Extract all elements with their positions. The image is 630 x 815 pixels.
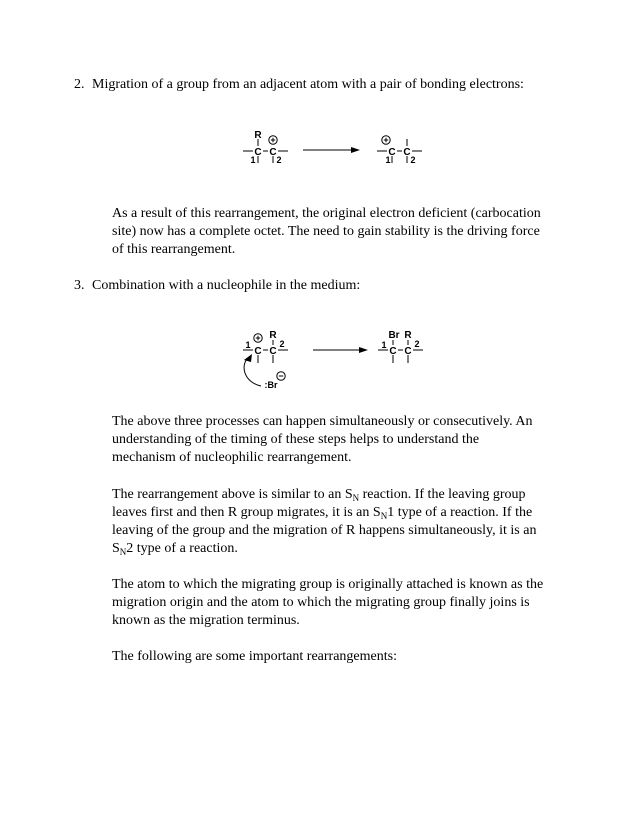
text-line: of this rearrangement.	[112, 242, 236, 257]
substituent-r: R	[269, 330, 277, 341]
nucleophile-label: :Br	[264, 380, 278, 390]
position-number: 1	[245, 340, 251, 350]
carbon-label: C	[403, 147, 411, 158]
paragraph-octet	[112, 205, 560, 259]
text-line: The rearrangement above is similar to an $S_N$ reaction. If the leaving group	[112, 487, 526, 503]
paragraph-following	[112, 648, 560, 666]
text-line: As a result of this rearrangement, the original electron deficient (carbocation	[112, 206, 541, 221]
position-number: 1	[381, 340, 387, 350]
list-number: 2.	[74, 77, 85, 92]
carbon-label: C	[389, 346, 397, 357]
list-number: 3.	[74, 278, 85, 293]
text-line: site) now has a complete octet. The need to gain stability is the driving force	[112, 224, 540, 239]
text-line: The following are some important rearrangements:	[112, 649, 397, 664]
carbon-label: C	[404, 346, 412, 357]
reaction-arrow	[313, 347, 368, 353]
paragraph-timing	[112, 413, 560, 467]
paragraph-migration-origin	[112, 576, 560, 630]
list-heading: Migration of a group from an adjacent atom with a pair of bonding electrons:	[92, 77, 524, 92]
position-number: 2	[279, 339, 285, 349]
position-number: 2	[414, 339, 420, 349]
text-line: known as the migration terminus.	[112, 613, 300, 628]
text-line: leaves first and then R group migrates, it is an $S_N1$ type of a reaction. If the	[112, 505, 533, 521]
bromine-label: Br	[388, 330, 400, 341]
substituent-r: R	[404, 330, 412, 341]
position-number: 1	[250, 155, 256, 165]
list-heading: Combination with a nucleophile in the medium:	[92, 278, 361, 293]
text-line: $S_N2$ type of a reaction.	[112, 541, 238, 557]
text-line: leaving of the group and the migration of R happens simultaneously, it is an	[112, 523, 537, 538]
substituent-r: R	[254, 130, 262, 141]
text-line: The atom to which the migrating group is originally attached is known as the	[112, 577, 544, 592]
text-line: mechanism of nucleophilic rearrangement.	[112, 450, 352, 465]
carbon-label: C	[269, 346, 277, 357]
carbon-label: C	[254, 147, 262, 158]
text-line: understanding of the timing of these steps helps to understand the	[112, 432, 480, 447]
text-line: migration origin and the atom to which the migrating group finally joins is	[112, 595, 530, 610]
paragraph-sn-reaction	[112, 486, 560, 558]
position-number: 1	[385, 155, 391, 165]
position-number: 2	[276, 155, 282, 165]
reaction-arrow	[303, 147, 360, 153]
carbon-label: C	[388, 147, 396, 158]
text-line: The above three processes can happen simultaneously or consecutively. An	[112, 414, 533, 429]
carbon-label: C	[269, 147, 277, 158]
list-item-3	[74, 277, 360, 295]
carbon-label: C	[254, 346, 262, 357]
position-number: 2	[410, 155, 416, 165]
